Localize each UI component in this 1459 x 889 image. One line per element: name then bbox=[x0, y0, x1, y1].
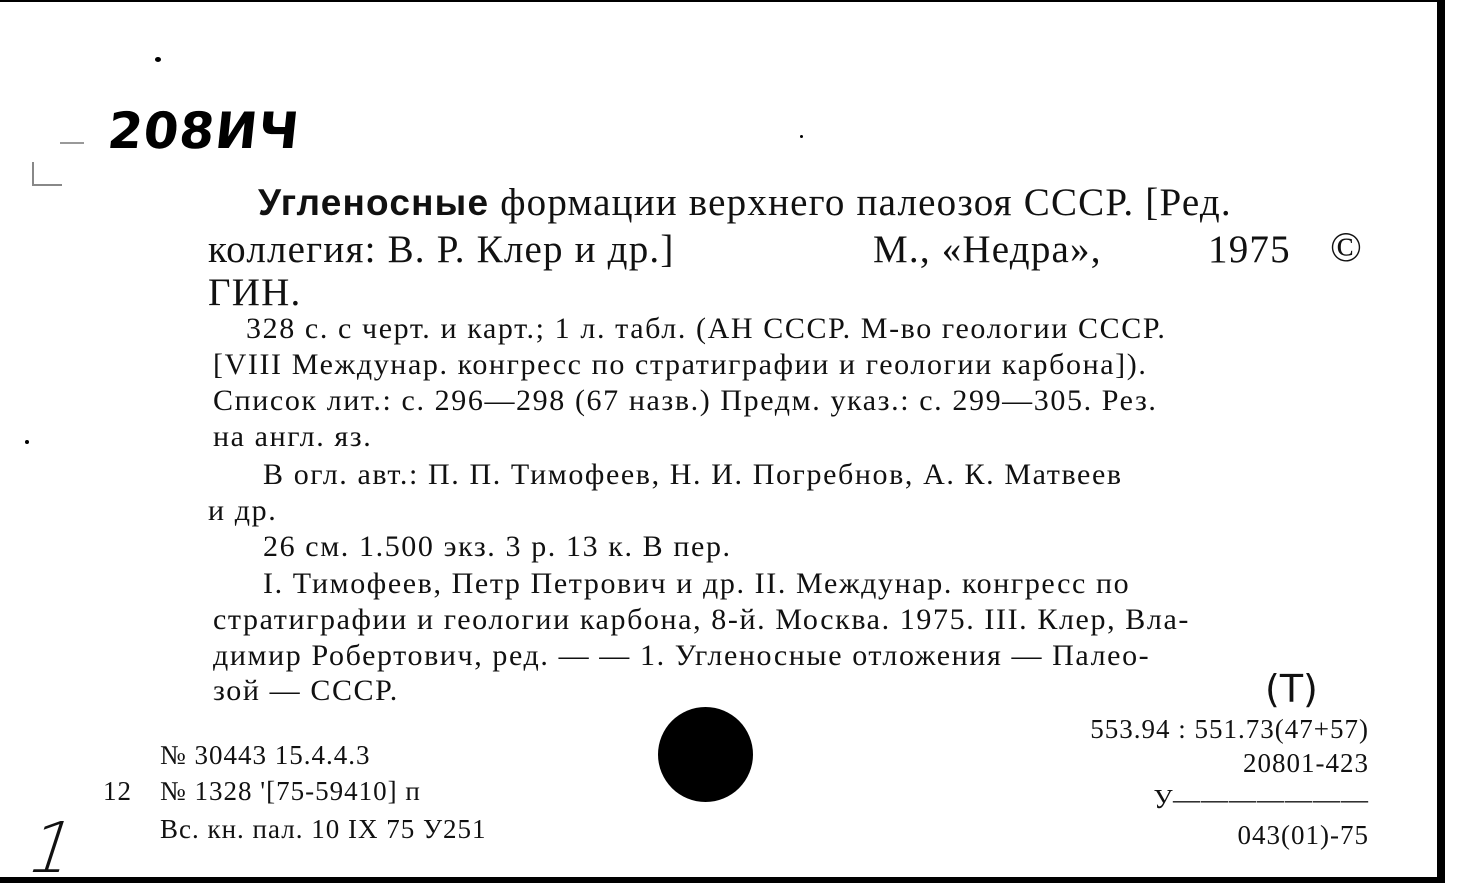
body-line-7: 26 см. 1.500 экз. 3 р. 13 к. В пер. bbox=[263, 530, 732, 563]
handwritten-t-mark: (Т) bbox=[1265, 667, 1318, 711]
footer-line-1: № 30443 15.4.4.3 bbox=[160, 740, 371, 770]
udc-number: 553.94 : 551.73(47+57) bbox=[1090, 714, 1369, 744]
call-number: 208ИЧ bbox=[104, 102, 303, 160]
speck bbox=[155, 57, 161, 62]
title-line-2-publisher: М., «Недра», bbox=[873, 228, 1102, 271]
body-line-6: и др. bbox=[208, 494, 278, 527]
punch-hole bbox=[658, 707, 753, 802]
title-line-1 bbox=[258, 180, 1232, 225]
body-line-2: [VIII Междунар. конгресс по стратиграфии и геологии карбона]). bbox=[213, 348, 1148, 381]
title-line-3: ГИН. bbox=[208, 271, 302, 314]
pencil-bracket bbox=[32, 162, 62, 186]
u-line: У——————— bbox=[1153, 784, 1369, 814]
copyright-mark: © bbox=[1330, 225, 1364, 271]
classification-code: 20801-423 bbox=[1243, 748, 1369, 778]
classification-code-2: 043(01)-75 bbox=[1237, 820, 1369, 850]
speck bbox=[25, 440, 29, 444]
body-line-10: димир Робертович, ред. — — 1. Угленосные отложения — Палео- bbox=[213, 639, 1151, 672]
body-line-5: В огл. авт.: П. П. Тимофеев, Н. И. Погребнов, А. К. Матвеев bbox=[263, 458, 1123, 491]
body-line-3: Список лит.: с. 296—298 (67 назв.) Предм. указ.: с. 299—305. Рез. bbox=[213, 384, 1158, 417]
title-rest: формации верхнего палеозоя СССР. [Ред. bbox=[489, 181, 1232, 224]
body-line-9: стратиграфии и геологии карбона, 8-й. Москва. 1975. III. Клер, Вла- bbox=[213, 603, 1190, 636]
body-line-8: I. Тимофеев, Петр Петрович и др. II. Междунар. конгресс по bbox=[263, 567, 1131, 600]
title-bold: Угленосные bbox=[258, 182, 490, 223]
pencil-dash bbox=[60, 142, 84, 144]
title-line-2-year: 1975 bbox=[1208, 228, 1291, 271]
body-line-1: 328 с. с черт. и карт.; 1 л. табл. (АН СССР. М-во геологии СССР. bbox=[246, 312, 1167, 345]
footer-prefix: 12 bbox=[103, 776, 132, 806]
body-line-4: на англ. яз. bbox=[213, 420, 373, 453]
footer-line-2: № 1328 '[75-59410] п bbox=[160, 776, 421, 806]
footer-line-3: Вс. кн. пал. 10 IX 75 У251 bbox=[160, 814, 487, 844]
body-line-11: зой — СССР. bbox=[213, 674, 399, 707]
speck bbox=[800, 135, 803, 138]
title-line-2-left: коллегия: В. Р. Клер и др.] bbox=[208, 228, 675, 271]
handwritten-number: 1 bbox=[16, 807, 88, 889]
